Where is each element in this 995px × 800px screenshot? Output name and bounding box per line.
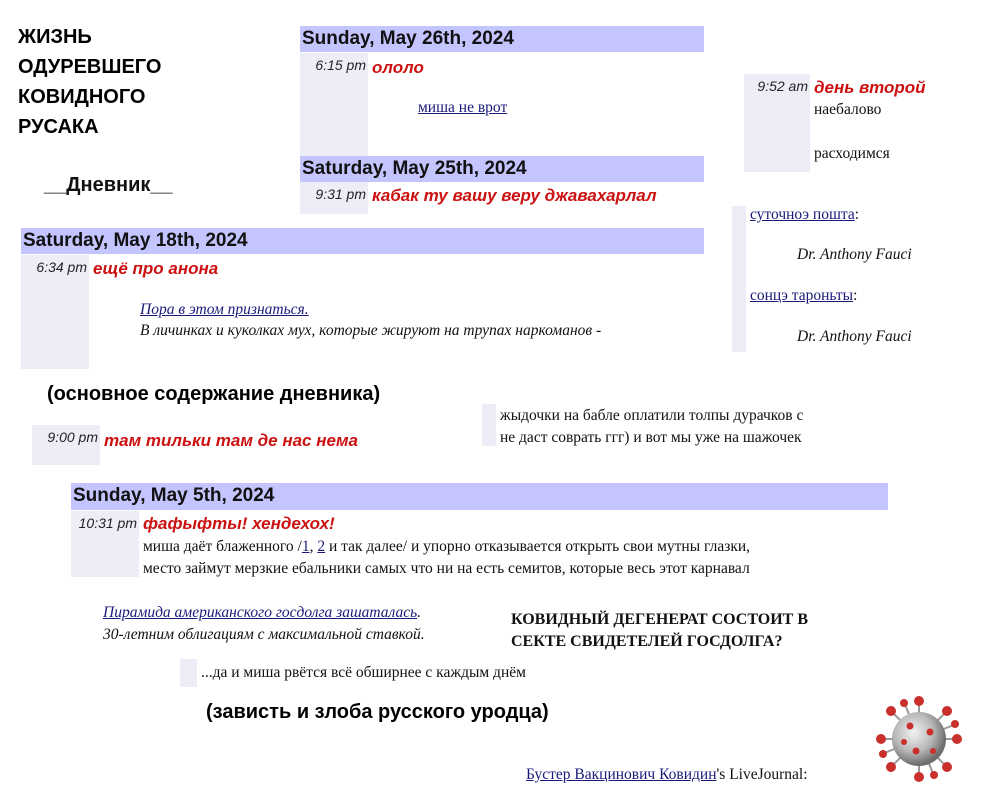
pyramid-line [103,604,421,622]
entry-subject[interactable]: ололо [372,58,424,77]
sect-heading: КОВИДНЫЙ ДЕГЕНЕРАТ СОСТОИТ В СЕКТЕ СВИДЕТЕЛЕЙ ГОСДОЛГА? [511,611,809,650]
entry-text-part: миша даёт блаженного / [143,538,302,555]
footer-suffix: 's LiveJournal: [716,766,808,783]
entry-text: наебалово [814,101,882,118]
entry-time: 9:31 pm [300,182,368,214]
entry-text-part: , [309,538,318,555]
entry-link[interactable]: миша не врот [418,99,508,116]
envy-heading: (зависть и злоба русского уродца) [206,701,549,723]
sidebar-item-link[interactable]: сонцэ тароньты [750,287,854,304]
entry-subject[interactable]: ещё про анона [93,259,219,278]
entry-time: 10:31 pm [71,511,139,577]
entry-text: место займут мерзкие ебальники самых что ни на есть семитов, которые весь этот карнавал [143,560,750,577]
entry-text [143,538,750,556]
entry-text: В личинках и куколках мух, которые жируют на трупах наркоманов - [140,322,602,339]
quote-line: не даст соврать ггг) и вот мы уже на шажочек [500,429,802,446]
quote-bar [180,659,197,687]
journal-title: ЖИЗНЬ ОДУРЕВШЕГО КОВИДНОГО РУСАКА [18,26,162,138]
main-content-heading: (основное содержание дневника) [47,383,381,405]
entry-subject[interactable]: фафыфты! хендехох! [143,514,335,533]
sidebar-item-colon: : [853,287,858,304]
sidebar-item-colon: : [854,206,860,223]
sidebar-item [750,287,857,305]
coronavirus-icon [876,696,962,782]
date-header-may5: Sunday, May 5th, 2024 [71,483,888,510]
entry-link[interactable]: Пора в этом признаться. [140,301,309,318]
sidebar-item-author: Dr. Anthony Fauci [797,246,912,263]
date-header-may25: Saturday, May 25th, 2024 [300,156,704,182]
entry-link-1[interactable]: 1 [301,538,310,555]
entry-time: 9:00 pm [32,425,100,465]
footer-line [526,766,808,784]
quote-line: жыдочки на бабле оплатили толпы дурачков с [500,407,804,424]
footer-user-link[interactable]: Бустер Вакцинович Ковидин [526,766,717,783]
sidebar-bar [732,206,746,352]
sidebar-item-author: Dr. Anthony Fauci [797,328,912,345]
sidebar-item [750,206,859,224]
pyramid-link[interactable]: Пирамида американского госдолга зашаталась [103,604,418,621]
entry-time: 9:52 am [744,74,810,172]
entry-time: 6:15 pm [300,53,368,157]
pyramid-text: 30-летним облигациям с максимальной ставкой. [103,626,425,643]
entry-subject[interactable]: день второй [814,78,926,97]
quote-bar [482,404,496,446]
entry-subject[interactable]: кабак ту вашу веру джавахарлал [372,186,657,205]
entry-text: расходимся [814,145,890,162]
entry-text-part: и так далее/ и упорно отказывается открыть свои мутны глазки, [325,538,751,555]
entry-time: 6:34 pm [21,255,89,369]
entry-subject[interactable]: там тильки там де нас нема [104,431,358,450]
entry-link-2[interactable]: 2 [317,538,326,555]
sidebar-item-link[interactable]: суточноэ пошта [750,206,855,223]
diary-label: __Дневник__ [44,174,173,196]
pyramid-period: . [417,604,422,621]
date-header-may26: Sunday, May 26th, 2024 [300,26,704,52]
date-header-may18: Saturday, May 18th, 2024 [21,228,704,254]
misha-line: ...да и миша рвётся всё обширнее с каждым днём [201,664,526,681]
